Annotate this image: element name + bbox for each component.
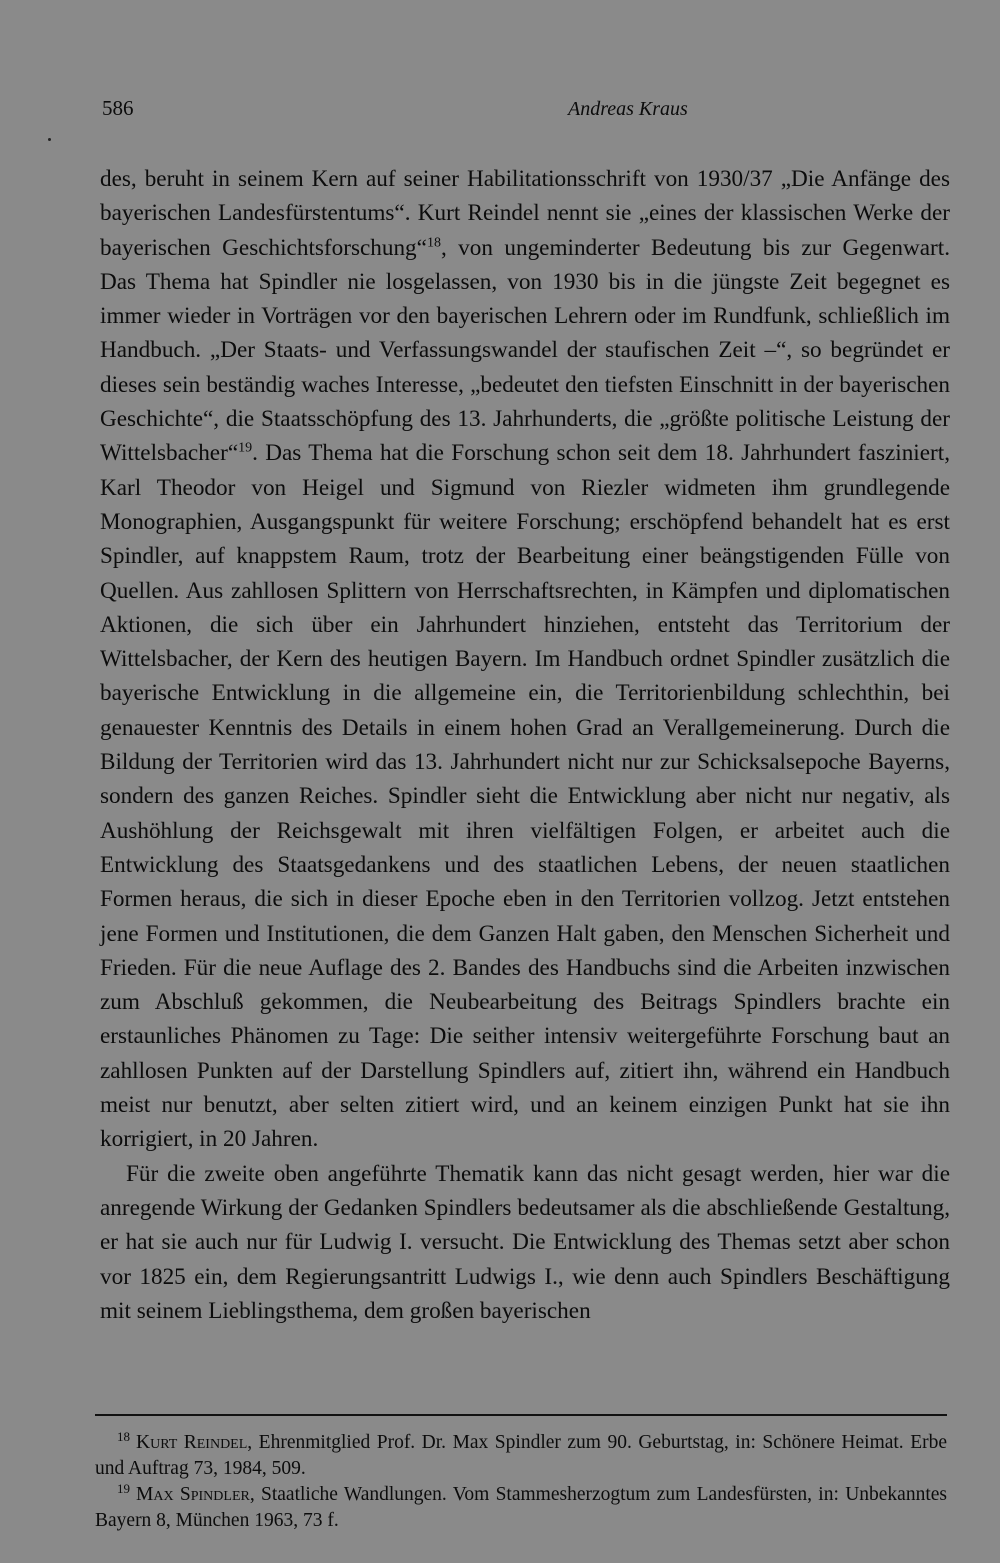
page-header xyxy=(100,96,950,130)
footnote-ref-18[interactable]: 18 xyxy=(426,234,441,250)
footnote-text: , Staatliche Wandlungen. Vom Stammesherzogtum zum Landesfürsten, in: Unbekanntes Bayern 8, München 1963, 73 f. xyxy=(95,1484,947,1531)
footnotes xyxy=(95,1430,947,1534)
paragraph-2: Für die zweite oben angeführte Thematik kann das nicht gesagt werden, hier war die anregende Wirkung der Gedanken Spindlers bedeutsamer als die abschließende Gestaltung, er hat sie auch nur für Ludwig I. versucht. Die Entwicklung des Themas setzt aber schon vor 1825 ein, dem Regierungsantritt Ludwigs I., wie denn auch Spindlers Beschäftigung mit seinem Lieblingsthema, dem großen bayerischen xyxy=(100,1160,950,1324)
running-head: Andreas Kraus xyxy=(568,98,688,120)
footnote-ref-19[interactable]: 19 xyxy=(238,440,253,456)
paragraph-1-part-a: des, beruht in seinem Kern auf seiner Habilitationsschrift von 1930/37 „Die Anfänge des bayerischen Landesfürstentums“. Kurt Reindel nennt sie „eines der klassischen Werke der bayerischen Geschichtsforschung“ xyxy=(100,166,950,261)
footnote-text: , Ehrenmitglied Prof. Dr. Max Spindler zum 90. Geburtstag, in: Schönere Heimat. Erbe und Auftrag 73, 1984, 509. xyxy=(95,1432,947,1479)
page-number: 586 xyxy=(102,96,134,120)
footnote-18 xyxy=(95,1430,947,1482)
footnote-author: Max Spindler xyxy=(136,1484,250,1505)
footnote-rule xyxy=(95,1414,947,1416)
body-text xyxy=(100,162,950,1328)
paragraph-1 xyxy=(100,162,950,1157)
scan-speck xyxy=(48,138,51,141)
footnote-number: 19 xyxy=(117,1480,130,1496)
paragraph-1-part-c: . Das Thema hat die Forschung schon seit dem 18. Jahrhundert fasziniert, Karl Theodor von Heigel und Sigmund von Riezler widmeten ihm grundlegende Monographien, Ausgangspunkt für weitere Forschung; erschöpfend behandelt hat es erst Spindler, auf knappstem Raum, trotz der Bearbeitung einer beängstigenden Fülle von Quellen. Aus zahllosen Splittern von Herrschaftsrechten, in Kämpfen und diplomatischen Aktionen, die sich über ein Jahrhundert hinziehen, entsteht das Territorium der Wittelsbacher, der Kern des heutigen Bayern. Im Handbuch ordnet Spindler zusätzlich die bayerische Entwicklung in die allgemeine ein, die Territorienbildung schlechthin, bei genauester Kenntnis des Details in einem hohen Grad an Verallgemeinerung. Durch die Bildung der Territorien wird das 13. Jahrhundert nicht nur zur Schicksalsepoche Bayerns, sondern des ganzen Reiches. Spindler sieht die Entwicklung aber nicht nur negativ, als Aushöhlung der Reichsgewalt mit ihren vielfältigen Folgen, er arbeitet auch die Entwicklung des Staatsgedankens und des staatlichen Lebens, der neuen staatlichen Formen heraus, die sich in dieser Epoche eben in den Territorien vollzog. Jetzt entstehen jene Formen und Institutionen, die dem Ganzen Halt gaben, den Menschen Sicherheit und Frieden. Für die neue Auflage des 2. Bandes des Handbuchs sind die Arbeiten inzwischen zum Abschluß gekommen, die Neubearbeitung des Beitrags Spindlers brachte ein erstaunliches Phänomen zu Tage: Die seither intensiv weitergeführte Forschung baut an zahllosen Punkten auf der Darstellung Spindlers auf, zitiert ihn, während ein Handbuch meist nur benutzt, aber selten zitiert wird, und an keinem einzigen Punkt hat sie ihn korrigiert, in 20 Jahren. xyxy=(100,440,950,1153)
footnote-number: 18 xyxy=(117,1428,130,1444)
paragraph-1-part-b: , von ungeminderter Bedeutung bis zur Gegenwart. Das Thema hat Spindler nie losgelassen, von 1930 bis in die jüngste Zeit begegnet es immer wieder in Vorträgen vor den bayerischen Lehrern oder im Rundfunk, schließlich im Handbuch. „Der Staats- und Verfassungswandel der staufischen Zeit –“, so begründet er dieses sein beständig waches Interesse, „bedeutet den tiefsten Einschnitt in der bayerischen Geschichte“, die Staatsschöpfung des 13. Jahrhunderts, die „größte politische Leistung der Wittelsbacher“ xyxy=(100,234,950,467)
footnote-19 xyxy=(95,1482,947,1534)
footnote-author: Kurt Reindel xyxy=(136,1432,248,1453)
